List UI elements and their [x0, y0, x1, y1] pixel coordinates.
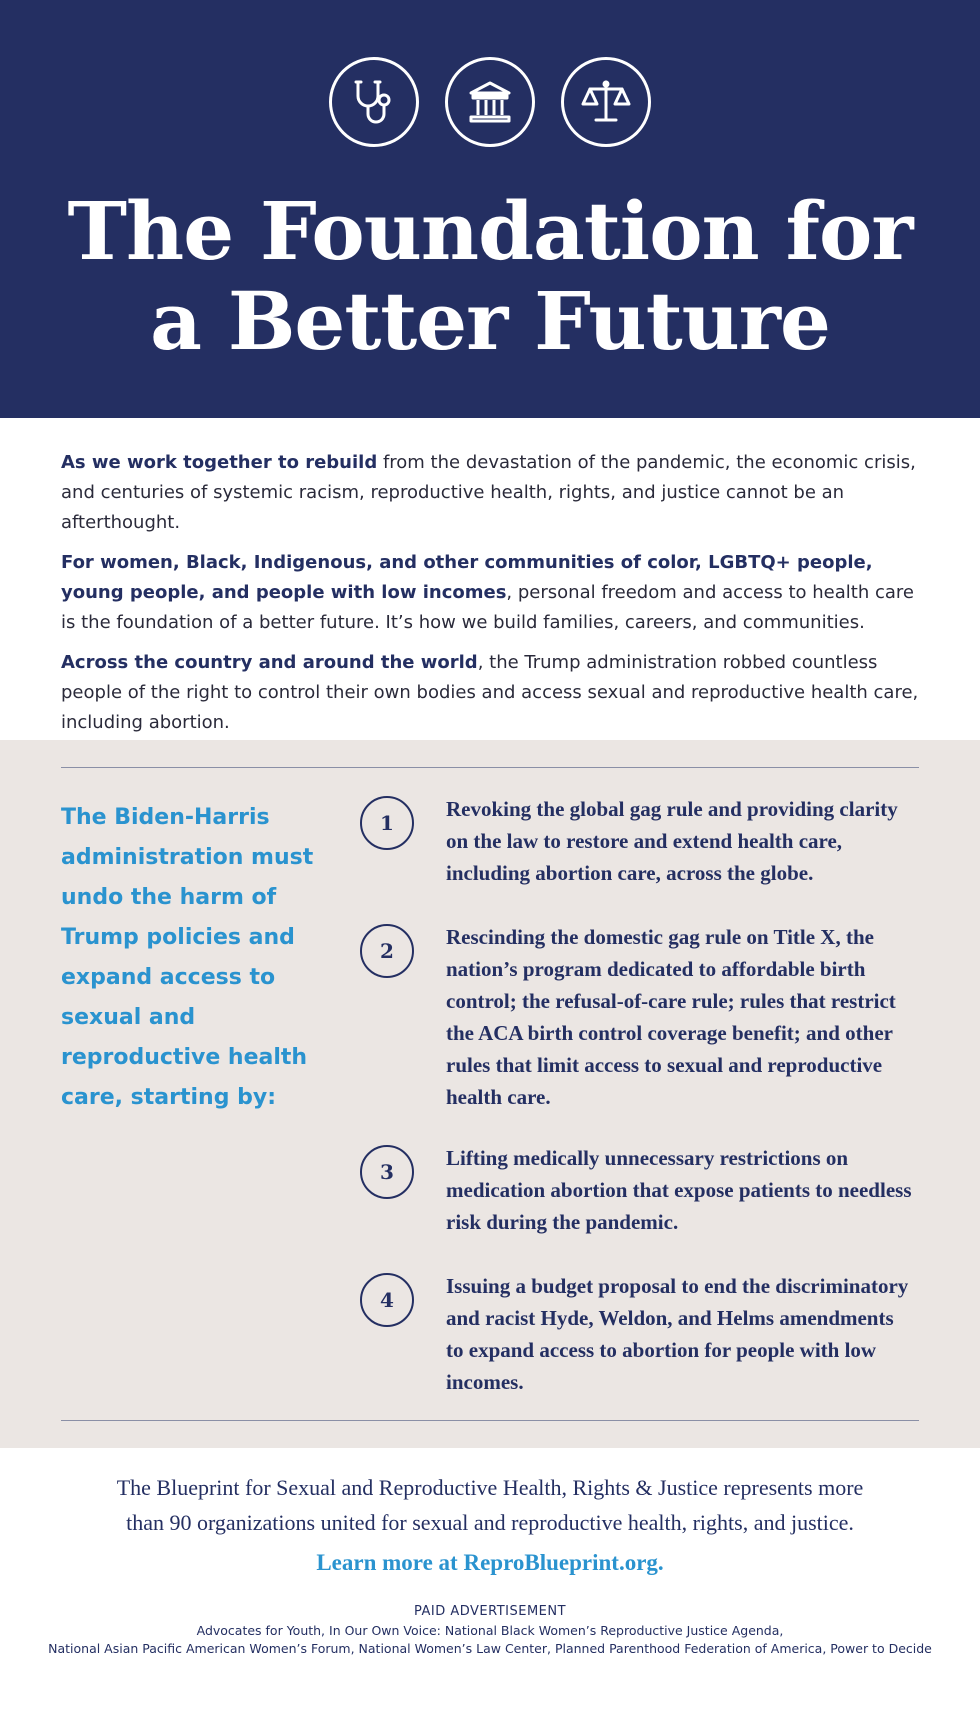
icon-row	[0, 57, 980, 147]
top-divider	[61, 767, 919, 768]
title-line-2: a Better Future	[150, 274, 830, 368]
number-badge: 4	[360, 1273, 414, 1327]
number-badge: 1	[360, 796, 414, 850]
learn-more-link[interactable]: Learn more at ReproBlueprint.org.	[316, 1550, 664, 1575]
intro-body-3: , the Trump administration robbed countless people of the right to control their own bodies and access sexual and reproductive health care, including abortion.	[61, 652, 919, 733]
callout-text: The Biden-Harris administration must undo the harm of Trump policies and expand access to sexual and reproductive health care, starting by:	[61, 805, 314, 1110]
intro-lead-2: For women, Black, Indigenous, and other communities of color, LGBTQ+ people, young people, and people with low incomes	[61, 552, 873, 603]
intro-lead-1: As we work together to rebuild	[61, 452, 378, 473]
list-item-text: Issuing a budget proposal to end the discriminatory and racist Hyde, Weldon, and Helms amendments to expand access to abortion for people with low incomes.	[446, 1274, 909, 1394]
title-line-1: The Foundation for	[67, 184, 913, 278]
sponsor-organizations	[0, 1622, 980, 1658]
hero-banner	[0, 0, 980, 418]
list-item-text: Revoking the global gag rule and providing clarity on the law to restore and extend health care, including abortion care, across the globe.	[446, 797, 898, 885]
number-badge: 3	[360, 1145, 414, 1199]
list-item-text: Lifting medically unnecessary restrictions on medication abortion that expose patients to needless risk during the pandemic.	[446, 1146, 912, 1234]
paid-advertisement-label: PAID ADVERTISEMENT	[413, 1604, 567, 1619]
intro-paragraph-2	[61, 548, 931, 638]
list-item-text: Rescinding the domestic gag rule on Title X, the nation’s program dedicated to affordable birth control; the refusal-of-care rule; rules that restrict the ACA birth control coverage benefit; and other rules that limit access to sexual and reproductive health care.	[446, 925, 896, 1109]
intro-lead-3: Across the country and around the world	[61, 652, 478, 673]
intro-paragraph-1	[61, 448, 931, 538]
footer-line-2: than 90 organizations united for sexual and reproductive health, rights, and justice.	[126, 1510, 854, 1535]
intro-body-1: from the devastation of the pandemic, the economic crisis, and centuries of systemic racism, reproductive health, rights, and justice cannot be an afterthought.	[61, 452, 916, 533]
orgs-line-1: Advocates for Youth, In Our Own Voice: National Black Women’s Reproductive Justice Agenda,	[196, 1623, 784, 1638]
orgs-line-2: National Asian Pacific American Women’s Forum, National Women’s Law Center, Planned Parenthood Federation of America, Power to Decide	[48, 1641, 932, 1656]
stethoscope-icon	[329, 57, 419, 147]
number-badge: 2	[360, 924, 414, 978]
footer-description	[0, 1470, 980, 1540]
footer-line-1: The Blueprint for Sexual and Reproductive Health, Rights & Justice represents more	[116, 1475, 864, 1500]
bottom-divider	[61, 1420, 919, 1421]
scales-of-justice-icon	[561, 57, 651, 147]
capitol-building-icon	[445, 57, 535, 147]
intro-body-2: , personal freedom and access to health care is the foundation of a better future. It’s how we build families, careers, and communities.	[61, 582, 914, 633]
page-title	[0, 186, 980, 366]
intro-section	[61, 448, 931, 748]
intro-paragraph-3	[61, 648, 931, 738]
